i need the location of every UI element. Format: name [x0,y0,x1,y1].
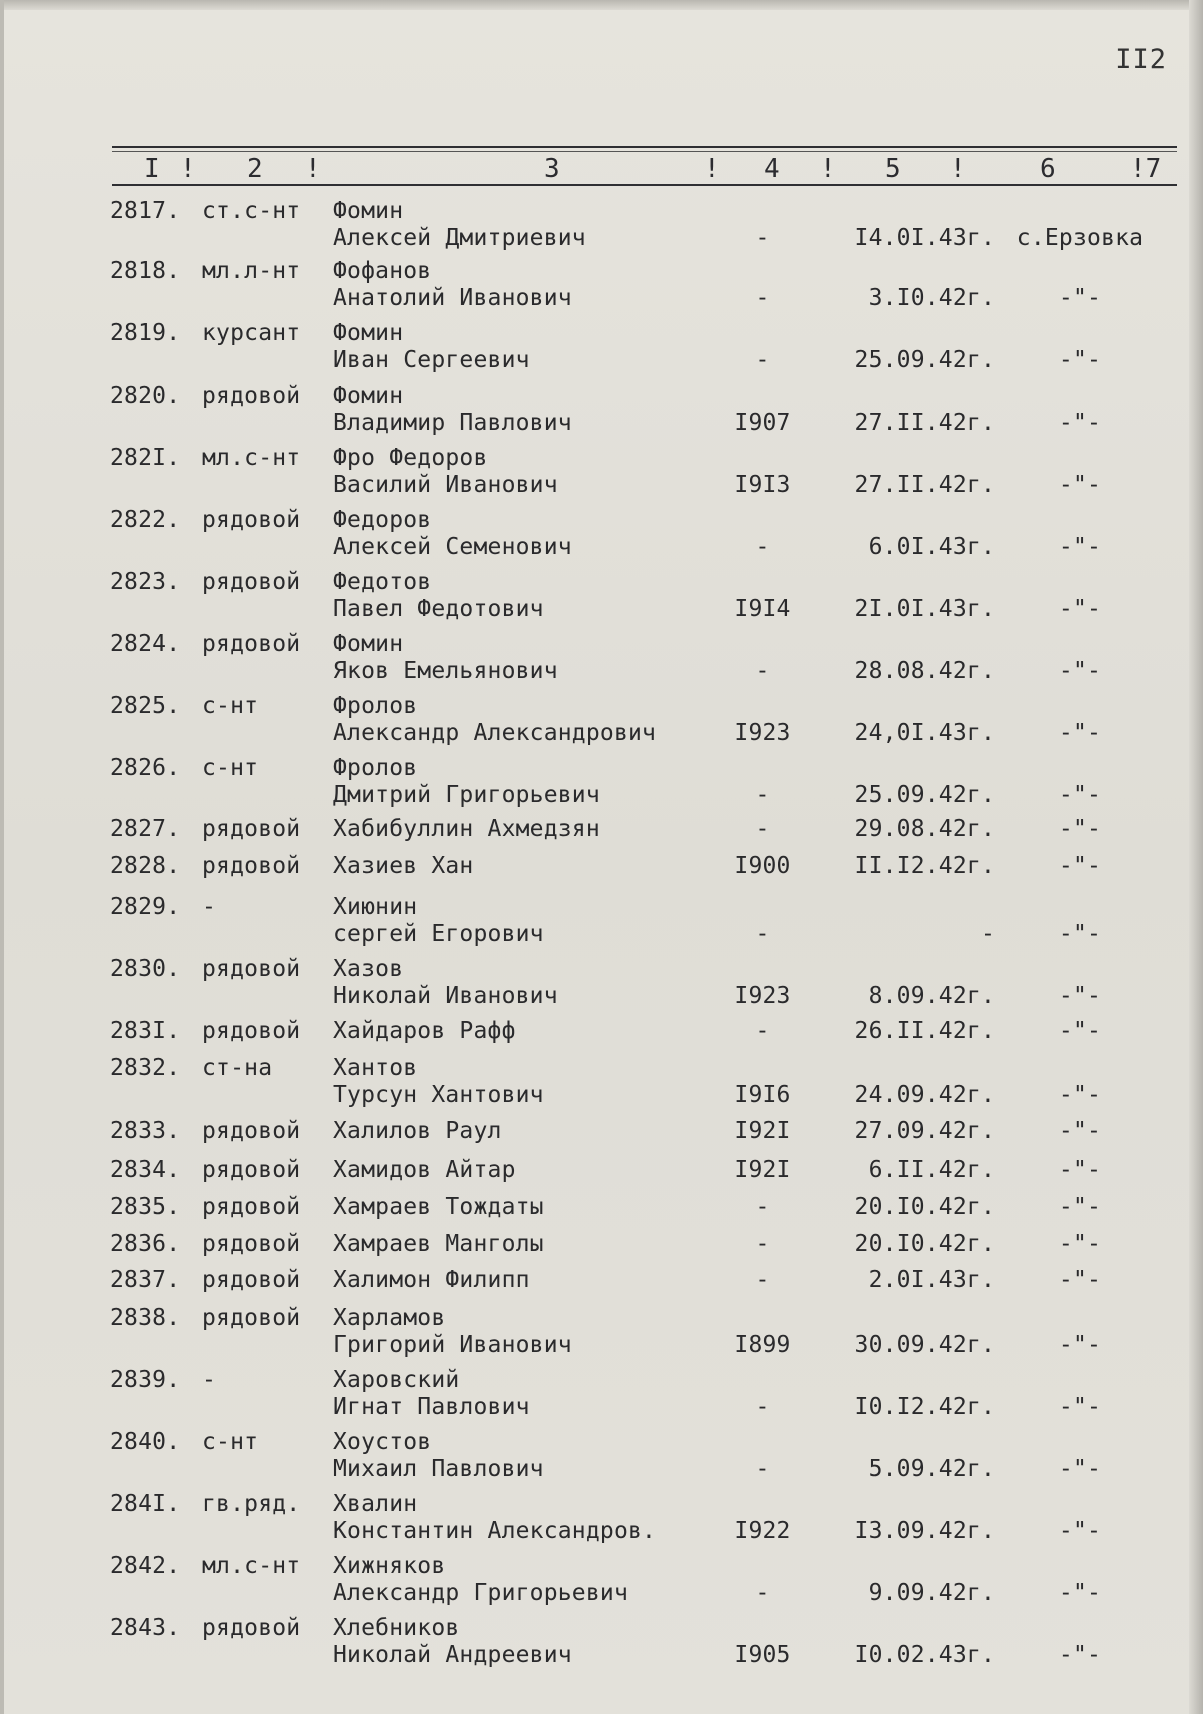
header-separator: ! [305,154,321,184]
record-rank: рядовой [202,1231,301,1257]
header-separator: ! [180,154,196,184]
record-rank: рядовой [202,1194,301,1220]
page-number: II2 [1115,44,1167,75]
record-given-name: Василий Иванович [333,472,558,498]
record-place: -"- [1058,534,1102,560]
record-place: -"- [1058,1157,1102,1183]
record-number: 2824. [110,631,181,657]
record-surname: Хазиев Хан [333,853,474,879]
record-date: 20.I0.42г. [854,1231,995,1257]
record-surname: Федоров [333,507,432,533]
record-place: -"- [1058,782,1102,808]
record-date: I0.02.43г. [854,1642,995,1668]
record-number: 2837. [110,1267,181,1293]
record-number: 2843. [110,1615,181,1641]
record-rank: гв.ряд. [202,1491,301,1517]
record-surname: Фролов [333,693,418,719]
record-surname: Хамраев Манголы [333,1231,544,1257]
record-place: -"- [1058,1394,1102,1420]
record-date: 8.09.42г. [868,983,995,1009]
record-surname: Хамраев Тождаты [333,1194,544,1220]
record-given-name: Александр Александрович [333,720,657,746]
header-separator: ! [704,154,720,184]
record-given-name: Владимир Павлович [333,410,572,436]
record-birth-year: - [755,1267,770,1293]
record-given-name: Яков Емельянович [333,658,558,684]
record-place: -"- [1058,816,1102,842]
record-number: 2830. [110,956,181,982]
record-given-name: Михаил Павлович [333,1456,544,1482]
record-birth-year: I899 [734,1332,791,1358]
record-birth-year: - [755,1394,770,1420]
record-rank: рядовой [202,816,301,842]
record-given-name: Николай Андреевич [333,1642,572,1668]
record-rank: рядовой [202,1267,301,1293]
record-number: 2836. [110,1231,181,1257]
record-rank: - [202,1367,217,1393]
record-place: -"- [1058,1518,1102,1544]
record-given-name: Алексей Семенович [333,534,572,560]
record-rank: рядовой [202,383,301,409]
record-number: 2825. [110,693,181,719]
record-given-name: Алексей Дмитриевич [333,225,586,251]
record-surname: Хабибуллин Ахмедзян [333,816,600,842]
record-birth-year: - [755,534,770,560]
record-surname: Хайдаров Рафф [333,1018,516,1044]
record-date: 2.0I.43г. [868,1267,995,1293]
record-rank: ст-на [202,1055,273,1081]
record-number: 2838. [110,1305,181,1331]
record-rank: рядовой [202,1018,301,1044]
record-birth-year: I9I6 [734,1082,791,1108]
record-date: 25.09.42г. [854,347,995,373]
record-date: 29.08.42г. [854,816,995,842]
record-place: -"- [1058,983,1102,1009]
record-number: 282I. [110,445,181,471]
record-birth-year: - [755,782,770,808]
header-col-3: 3 [544,154,560,184]
record-number: 2842. [110,1553,181,1579]
record-date: II.I2.42г. [854,853,995,879]
record-date: 6.0I.43г. [868,534,995,560]
record-date: 27.II.42г. [854,410,995,436]
record-birth-year: - [755,1456,770,1482]
record-rank: ст.с-нт [202,198,301,224]
record-rank: рядовой [202,1305,301,1331]
record-surname: Халимон Филипп [333,1267,530,1293]
record-given-name: Турсун Хантович [333,1082,544,1108]
record-date: 24,0I.43г. [854,720,995,746]
record-birth-year: I923 [734,983,791,1009]
record-given-name: Григорий Иванович [333,1332,572,1358]
record-place: -"- [1058,921,1102,947]
record-place: -"- [1058,1580,1102,1606]
record-number: 2840. [110,1429,181,1455]
record-rank: рядовой [202,569,301,595]
record-place: -"- [1058,1118,1102,1144]
record-date: I0.I2.42г. [854,1394,995,1420]
record-rank: мл.с-нт [202,1553,301,1579]
record-rank: курсант [202,320,301,346]
record-date: 30.09.42г. [854,1332,995,1358]
record-birth-year: I92I [734,1157,791,1183]
record-rank: рядовой [202,631,301,657]
record-date: I4.0I.43г. [854,225,995,251]
record-place: -"- [1058,1456,1102,1482]
record-number: 284I. [110,1491,181,1517]
record-surname: Фро Федоров [333,445,488,471]
record-number: 2839. [110,1367,181,1393]
record-surname: Хвалин [333,1491,418,1517]
record-place: -"- [1058,1332,1102,1358]
record-place: -"- [1058,853,1102,879]
record-place: -"- [1058,1642,1102,1668]
record-birth-year: I907 [734,410,791,436]
record-birth-year: - [755,1018,770,1044]
record-birth-year: I923 [734,720,791,746]
record-place: -"- [1058,720,1102,746]
record-surname: Хазов [333,956,404,982]
record-place: -"- [1058,658,1102,684]
record-surname: Хижняков [333,1553,446,1579]
record-date: 2I.0I.43г. [854,596,995,622]
header-separator: ! [820,154,836,184]
record-number: 2820. [110,383,181,409]
record-birth-year: - [755,225,770,251]
record-rank: рядовой [202,853,301,879]
record-birth-year: I900 [734,853,791,879]
record-date: 26.II.42г. [854,1018,995,1044]
record-surname: Хоустов [333,1429,432,1455]
record-birth-year: I9I3 [734,472,791,498]
record-date: 28.08.42г. [854,658,995,684]
record-given-name: Дмитрий Григорьевич [333,782,600,808]
record-number: 2829. [110,894,181,920]
record-given-name: Константин Александров. [333,1518,657,1544]
record-number: 2832. [110,1055,181,1081]
header-col-5: 5 [885,154,901,184]
record-birth-year: - [755,658,770,684]
record-date: I3.09.42г. [854,1518,995,1544]
record-rank: с-нт [202,693,259,719]
record-place: -"- [1058,285,1102,311]
record-rank: рядовой [202,1615,301,1641]
record-date: 5.09.42г. [868,1456,995,1482]
record-rank: рядовой [202,956,301,982]
record-number: 2819. [110,320,181,346]
record-given-name: Николай Иванович [333,983,558,1009]
record-place: -"- [1058,1018,1102,1044]
record-place: -"- [1058,596,1102,622]
header-col-4: 4 [764,154,780,184]
record-place: -"- [1058,1194,1102,1220]
record-rank: рядовой [202,507,301,533]
record-surname: Харламов [333,1305,446,1331]
record-birth-year: - [755,816,770,842]
record-number: 2823. [110,569,181,595]
record-rank: мл.л-нт [202,258,301,284]
record-given-name: Павел Федотович [333,596,544,622]
record-given-name: Игнат Павлович [333,1394,530,1420]
record-number: 2817. [110,198,181,224]
record-surname: Фомин [333,383,404,409]
record-date: 20.I0.42г. [854,1194,995,1220]
record-given-name: Анатолий Иванович [333,285,572,311]
record-surname: Федотов [333,569,432,595]
record-place: -"- [1058,1082,1102,1108]
record-surname: Хамидов Айтар [333,1157,516,1183]
record-rank: с-нт [202,1429,259,1455]
record-number: 2833. [110,1118,181,1144]
record-rank: рядовой [202,1157,301,1183]
record-surname: Фомин [333,198,404,224]
record-surname: Фомин [333,320,404,346]
record-date: 25.09.42г. [854,782,995,808]
record-place: -"- [1058,1267,1102,1293]
record-birth-year: - [755,1194,770,1220]
record-birth-year: I905 [734,1642,791,1668]
record-surname: Фомин [333,631,404,657]
record-birth-year: - [755,1231,770,1257]
record-number: 2834. [110,1157,181,1183]
record-date: - [980,921,995,947]
record-date: 3.I0.42г. [868,285,995,311]
record-rank: мл.с-нт [202,445,301,471]
record-date: 24.09.42г. [854,1082,995,1108]
record-birth-year: I9I4 [734,596,791,622]
record-surname: Харовский [333,1367,460,1393]
record-place: -"- [1058,1231,1102,1257]
record-rank: рядовой [202,1118,301,1144]
record-date: 27.09.42г. [854,1118,995,1144]
record-number: 2826. [110,755,181,781]
record-number: 2827. [110,816,181,842]
record-surname: Хлебников [333,1615,460,1641]
record-surname: Фофанов [333,258,432,284]
record-date: 9.09.42г. [868,1580,995,1606]
record-birth-year: - [755,285,770,311]
record-birth-year: - [755,1580,770,1606]
record-place: с.Ерзовка [1016,225,1144,251]
record-surname: Хантов [333,1055,418,1081]
record-surname: Халилов Раул [333,1118,502,1144]
record-given-name: Александр Григорьевич [333,1580,628,1606]
record-date: 27.II.42г. [854,472,995,498]
record-place: -"- [1058,410,1102,436]
record-birth-year: I92I [734,1118,791,1144]
record-place: -"- [1058,347,1102,373]
header-separator: ! [950,154,966,184]
record-place: -"- [1058,472,1102,498]
header-col-7: !7 [1130,154,1162,184]
header-col-2: 2 [247,154,263,184]
record-number: 2828. [110,853,181,879]
record-given-name: Иван Сергеевич [333,347,530,373]
record-date: 6.II.42г. [868,1157,995,1183]
record-number: 2835. [110,1194,181,1220]
record-number: 2822. [110,507,181,533]
record-surname: Хиюнин [333,894,418,920]
header-col-6: 6 [1040,154,1056,184]
record-given-name: сергей Егорович [333,921,544,947]
record-rank: - [202,894,217,920]
record-rank: с-нт [202,755,259,781]
record-birth-year: - [755,347,770,373]
record-number: 283I. [110,1018,181,1044]
record-birth-year: I922 [734,1518,791,1544]
record-number: 2818. [110,258,181,284]
header-col-1: I [144,154,160,184]
record-surname: Фролов [333,755,418,781]
record-birth-year: - [755,921,770,947]
